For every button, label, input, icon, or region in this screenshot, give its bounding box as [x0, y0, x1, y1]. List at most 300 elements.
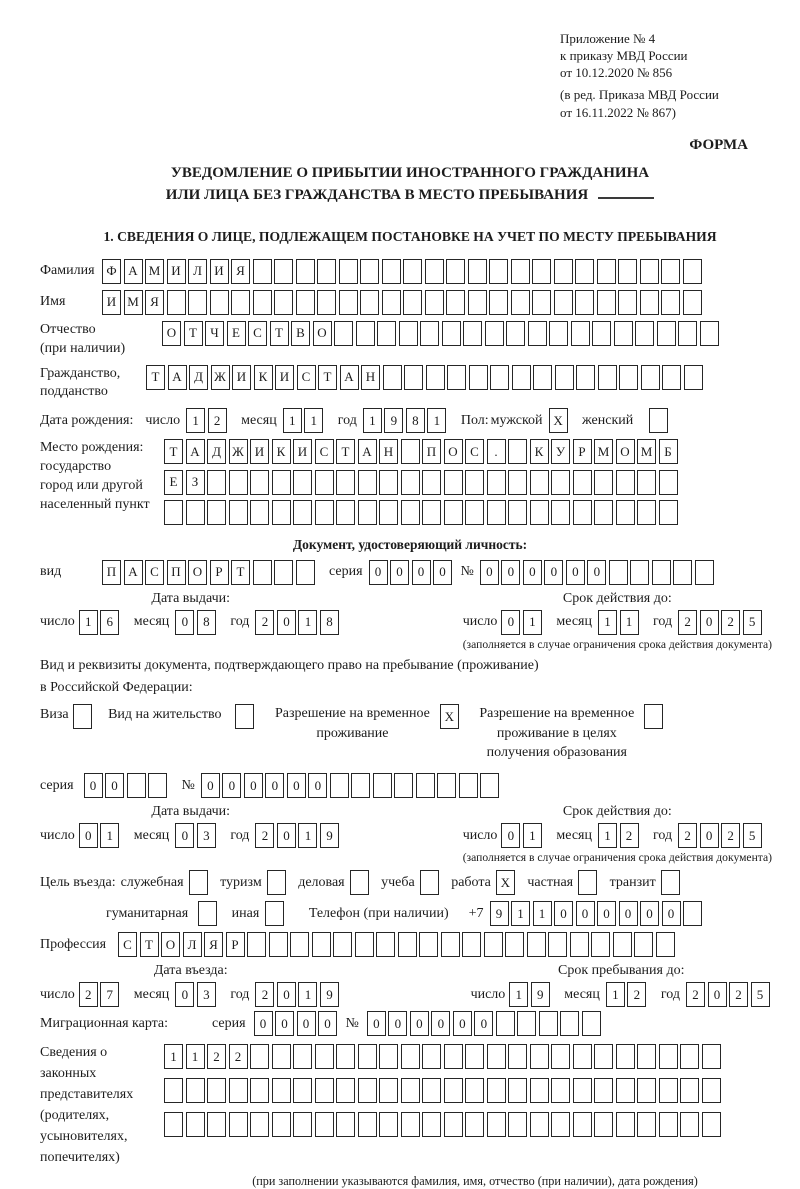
char-box[interactable]: [640, 290, 659, 315]
char-box[interactable]: 0: [480, 560, 499, 585]
char-box[interactable]: [315, 1078, 334, 1103]
char-box[interactable]: 2: [678, 823, 697, 848]
char-box[interactable]: [336, 470, 355, 495]
char-box[interactable]: [317, 259, 336, 284]
char-box[interactable]: [506, 321, 525, 346]
char-box[interactable]: И: [167, 259, 186, 284]
char-box[interactable]: [358, 1112, 377, 1137]
char-box[interactable]: [659, 500, 678, 525]
char-box[interactable]: [616, 470, 635, 495]
char-box[interactable]: [508, 1078, 527, 1103]
char-box[interactable]: [598, 365, 617, 390]
char-box[interactable]: 2: [207, 1044, 226, 1069]
char-box[interactable]: [517, 1011, 536, 1036]
char-box[interactable]: [164, 500, 183, 525]
char-box[interactable]: [394, 773, 413, 798]
char-box[interactable]: [186, 1078, 205, 1103]
char-box[interactable]: .: [487, 439, 506, 464]
temp-residence-checkbox[interactable]: X: [440, 704, 459, 729]
char-box[interactable]: [465, 1112, 484, 1137]
char-box[interactable]: [594, 1112, 613, 1137]
char-box[interactable]: [489, 259, 508, 284]
char-box[interactable]: [442, 321, 461, 346]
char-box[interactable]: 0: [105, 773, 124, 798]
char-box[interactable]: [207, 1078, 226, 1103]
char-box[interactable]: 0: [700, 610, 719, 635]
char-box[interactable]: [465, 500, 484, 525]
char-box[interactable]: С: [248, 321, 267, 346]
char-box[interactable]: А: [358, 439, 377, 464]
char-box[interactable]: [272, 1044, 291, 1069]
char-box[interactable]: 0: [640, 901, 659, 926]
char-box[interactable]: 1: [186, 1044, 205, 1069]
char-box[interactable]: 9: [384, 408, 403, 433]
char-box[interactable]: 0: [474, 1011, 493, 1036]
char-box[interactable]: Н: [361, 365, 380, 390]
char-box[interactable]: [700, 321, 719, 346]
char-box[interactable]: [360, 290, 379, 315]
char-box[interactable]: 0: [367, 1011, 386, 1036]
char-box[interactable]: 0: [619, 901, 638, 926]
char-box[interactable]: О: [188, 560, 207, 585]
char-box[interactable]: [573, 470, 592, 495]
char-box[interactable]: Л: [188, 259, 207, 284]
char-box[interactable]: С: [145, 560, 164, 585]
char-box[interactable]: К: [272, 439, 291, 464]
char-box[interactable]: 2: [620, 823, 639, 848]
char-box[interactable]: Ч: [205, 321, 224, 346]
char-box[interactable]: Т: [231, 560, 250, 585]
char-box[interactable]: У: [551, 439, 570, 464]
char-box[interactable]: [360, 259, 379, 284]
char-box[interactable]: 0: [501, 823, 520, 848]
char-box[interactable]: [293, 1044, 312, 1069]
char-box[interactable]: С: [118, 932, 137, 957]
char-box[interactable]: [480, 773, 499, 798]
char-box[interactable]: [528, 321, 547, 346]
char-box[interactable]: [641, 365, 660, 390]
char-box[interactable]: [487, 1044, 506, 1069]
char-box[interactable]: [485, 321, 504, 346]
char-box[interactable]: 1: [79, 610, 98, 635]
char-box[interactable]: [444, 500, 463, 525]
char-box[interactable]: [597, 290, 616, 315]
char-box[interactable]: [659, 1112, 678, 1137]
char-box[interactable]: [465, 1078, 484, 1103]
purpose-transit-checkbox[interactable]: [661, 870, 680, 895]
char-box[interactable]: [630, 560, 649, 585]
char-box[interactable]: [358, 1078, 377, 1103]
char-box[interactable]: К: [530, 439, 549, 464]
char-box[interactable]: Р: [573, 439, 592, 464]
char-box[interactable]: 1: [511, 901, 530, 926]
char-box[interactable]: [551, 1044, 570, 1069]
char-box[interactable]: 0: [576, 901, 595, 926]
char-box[interactable]: [229, 1078, 248, 1103]
char-box[interactable]: Р: [226, 932, 245, 957]
char-box[interactable]: И: [210, 259, 229, 284]
char-box[interactable]: 0: [308, 773, 327, 798]
char-box[interactable]: [551, 1078, 570, 1103]
char-box[interactable]: [560, 1011, 579, 1036]
char-box[interactable]: В: [291, 321, 310, 346]
char-box[interactable]: [127, 773, 146, 798]
char-box[interactable]: [549, 321, 568, 346]
char-box[interactable]: [229, 500, 248, 525]
char-box[interactable]: П: [422, 439, 441, 464]
char-box[interactable]: 0: [523, 560, 542, 585]
char-box[interactable]: 1: [523, 610, 542, 635]
char-box[interactable]: М: [124, 290, 143, 315]
residence-permit-checkbox[interactable]: [235, 704, 254, 729]
char-box[interactable]: 2: [229, 1044, 248, 1069]
char-box[interactable]: [570, 932, 589, 957]
char-box[interactable]: И: [232, 365, 251, 390]
char-box[interactable]: [422, 500, 441, 525]
char-box[interactable]: [616, 1078, 635, 1103]
char-box[interactable]: [573, 1112, 592, 1137]
char-box[interactable]: [594, 1044, 613, 1069]
char-box[interactable]: [401, 1044, 420, 1069]
char-box[interactable]: [422, 1112, 441, 1137]
female-checkbox[interactable]: [649, 408, 668, 433]
male-checkbox[interactable]: X: [549, 408, 568, 433]
char-box[interactable]: [401, 1078, 420, 1103]
char-box[interactable]: 2: [627, 982, 646, 1007]
char-box[interactable]: [680, 1044, 699, 1069]
char-box[interactable]: 9: [490, 901, 509, 926]
char-box[interactable]: [250, 470, 269, 495]
char-box[interactable]: [207, 1112, 226, 1137]
char-box[interactable]: С: [297, 365, 316, 390]
char-box[interactable]: 0: [410, 1011, 429, 1036]
char-box[interactable]: К: [254, 365, 273, 390]
char-box[interactable]: 0: [587, 560, 606, 585]
char-box[interactable]: О: [161, 932, 180, 957]
char-box[interactable]: [330, 773, 349, 798]
char-box[interactable]: [511, 290, 530, 315]
char-box[interactable]: [293, 1078, 312, 1103]
char-box[interactable]: [511, 259, 530, 284]
char-box[interactable]: Ж: [229, 439, 248, 464]
char-box[interactable]: 0: [412, 560, 431, 585]
visa-checkbox[interactable]: [73, 704, 92, 729]
char-box[interactable]: 0: [431, 1011, 450, 1036]
char-box[interactable]: Т: [270, 321, 289, 346]
char-box[interactable]: З: [186, 470, 205, 495]
char-box[interactable]: [684, 365, 703, 390]
char-box[interactable]: [437, 773, 456, 798]
char-box[interactable]: 0: [453, 1011, 472, 1036]
char-box[interactable]: Д: [207, 439, 226, 464]
char-box[interactable]: [616, 1112, 635, 1137]
char-box[interactable]: [336, 1112, 355, 1137]
char-box[interactable]: [296, 259, 315, 284]
char-box[interactable]: [336, 500, 355, 525]
char-box[interactable]: 1: [164, 1044, 183, 1069]
char-box[interactable]: [530, 500, 549, 525]
char-box[interactable]: [637, 500, 656, 525]
char-box[interactable]: [247, 932, 266, 957]
char-box[interactable]: [459, 773, 478, 798]
char-box[interactable]: [333, 932, 352, 957]
char-box[interactable]: [404, 365, 423, 390]
char-box[interactable]: 0: [700, 823, 719, 848]
char-box[interactable]: М: [594, 439, 613, 464]
char-box[interactable]: [419, 932, 438, 957]
char-box[interactable]: [315, 470, 334, 495]
char-box[interactable]: 0: [79, 823, 98, 848]
char-box[interactable]: 0: [433, 560, 452, 585]
char-box[interactable]: [508, 470, 527, 495]
char-box[interactable]: 5: [743, 610, 762, 635]
char-box[interactable]: [487, 1112, 506, 1137]
char-box[interactable]: 2: [208, 408, 227, 433]
char-box[interactable]: Е: [164, 470, 183, 495]
char-box[interactable]: [425, 290, 444, 315]
char-box[interactable]: Е: [227, 321, 246, 346]
char-box[interactable]: И: [102, 290, 121, 315]
char-box[interactable]: 2: [678, 610, 697, 635]
char-box[interactable]: [229, 470, 248, 495]
temp-residence-education-checkbox[interactable]: [644, 704, 663, 729]
char-box[interactable]: [680, 1112, 699, 1137]
char-box[interactable]: [401, 439, 420, 464]
char-box[interactable]: [379, 1044, 398, 1069]
char-box[interactable]: [530, 1112, 549, 1137]
char-box[interactable]: [592, 321, 611, 346]
char-box[interactable]: [379, 470, 398, 495]
char-box[interactable]: [293, 470, 312, 495]
char-box[interactable]: [315, 1112, 334, 1137]
char-box[interactable]: [533, 365, 552, 390]
char-box[interactable]: [462, 932, 481, 957]
char-box[interactable]: [293, 1112, 312, 1137]
char-box[interactable]: [186, 500, 205, 525]
char-box[interactable]: 2: [255, 610, 274, 635]
char-box[interactable]: П: [167, 560, 186, 585]
char-box[interactable]: [640, 259, 659, 284]
char-box[interactable]: 1: [186, 408, 205, 433]
char-box[interactable]: [548, 932, 567, 957]
char-box[interactable]: [695, 560, 714, 585]
char-box[interactable]: [683, 259, 702, 284]
char-box[interactable]: О: [616, 439, 635, 464]
char-box[interactable]: 1: [606, 982, 625, 1007]
char-box[interactable]: 9: [320, 982, 339, 1007]
char-box[interactable]: [334, 321, 353, 346]
char-box[interactable]: [290, 932, 309, 957]
purpose-private-checkbox[interactable]: [578, 870, 597, 895]
char-box[interactable]: [619, 365, 638, 390]
char-box[interactable]: [373, 773, 392, 798]
char-box[interactable]: 0: [554, 901, 573, 926]
char-box[interactable]: А: [340, 365, 359, 390]
char-box[interactable]: [269, 932, 288, 957]
char-box[interactable]: [272, 1112, 291, 1137]
char-box[interactable]: [315, 500, 334, 525]
char-box[interactable]: 1: [533, 901, 552, 926]
char-box[interactable]: 2: [721, 610, 740, 635]
char-box[interactable]: 0: [297, 1011, 316, 1036]
char-box[interactable]: [532, 290, 551, 315]
char-box[interactable]: [618, 259, 637, 284]
char-box[interactable]: [637, 470, 656, 495]
char-box[interactable]: [383, 365, 402, 390]
char-box[interactable]: С: [315, 439, 334, 464]
char-box[interactable]: [422, 470, 441, 495]
purpose-official-checkbox[interactable]: [189, 870, 208, 895]
char-box[interactable]: 9: [531, 982, 550, 1007]
char-box[interactable]: [272, 470, 291, 495]
char-box[interactable]: [551, 1112, 570, 1137]
char-box[interactable]: И: [250, 439, 269, 464]
char-box[interactable]: [609, 560, 628, 585]
char-box[interactable]: [379, 500, 398, 525]
char-box[interactable]: [403, 259, 422, 284]
char-box[interactable]: [530, 470, 549, 495]
char-box[interactable]: [426, 365, 445, 390]
char-box[interactable]: [616, 1044, 635, 1069]
char-box[interactable]: 0: [566, 560, 585, 585]
char-box[interactable]: [253, 259, 272, 284]
char-box[interactable]: 0: [222, 773, 241, 798]
char-box[interactable]: 1: [598, 823, 617, 848]
char-box[interactable]: М: [145, 259, 164, 284]
char-box[interactable]: Ф: [102, 259, 121, 284]
char-box[interactable]: Я: [145, 290, 164, 315]
char-box[interactable]: [399, 321, 418, 346]
char-box[interactable]: 0: [277, 823, 296, 848]
char-box[interactable]: [555, 365, 574, 390]
char-box[interactable]: [317, 290, 336, 315]
char-box[interactable]: [539, 1011, 558, 1036]
char-box[interactable]: [656, 932, 675, 957]
char-box[interactable]: И: [293, 439, 312, 464]
char-box[interactable]: [652, 560, 671, 585]
char-box[interactable]: [465, 1044, 484, 1069]
char-box[interactable]: 0: [318, 1011, 337, 1036]
char-box[interactable]: [379, 1078, 398, 1103]
char-box[interactable]: [551, 470, 570, 495]
char-box[interactable]: О: [444, 439, 463, 464]
char-box[interactable]: 0: [265, 773, 284, 798]
char-box[interactable]: [441, 932, 460, 957]
char-box[interactable]: [339, 290, 358, 315]
char-box[interactable]: Т: [336, 439, 355, 464]
char-box[interactable]: Я: [204, 932, 223, 957]
char-box[interactable]: [635, 321, 654, 346]
char-box[interactable]: [351, 773, 370, 798]
char-box[interactable]: [422, 1044, 441, 1069]
char-box[interactable]: [229, 1112, 248, 1137]
char-box[interactable]: [382, 259, 401, 284]
char-box[interactable]: [358, 1044, 377, 1069]
char-box[interactable]: [659, 470, 678, 495]
char-box[interactable]: [355, 932, 374, 957]
char-box[interactable]: [446, 290, 465, 315]
char-box[interactable]: [551, 500, 570, 525]
char-box[interactable]: [293, 500, 312, 525]
char-box[interactable]: [403, 290, 422, 315]
char-box[interactable]: 0: [254, 1011, 273, 1036]
char-box[interactable]: [530, 1078, 549, 1103]
char-box[interactable]: 1: [304, 408, 323, 433]
char-box[interactable]: 1: [427, 408, 446, 433]
char-box[interactable]: [148, 773, 167, 798]
char-box[interactable]: М: [637, 439, 656, 464]
char-box[interactable]: [661, 259, 680, 284]
char-box[interactable]: Т: [140, 932, 159, 957]
char-box[interactable]: [527, 932, 546, 957]
char-box[interactable]: [356, 321, 375, 346]
char-box[interactable]: 0: [390, 560, 409, 585]
purpose-humanitarian-checkbox[interactable]: [198, 901, 217, 926]
char-box[interactable]: П: [102, 560, 121, 585]
char-box[interactable]: [358, 500, 377, 525]
char-box[interactable]: [296, 560, 315, 585]
char-box[interactable]: [250, 1078, 269, 1103]
char-box[interactable]: [594, 1078, 613, 1103]
char-box[interactable]: [253, 290, 272, 315]
char-box[interactable]: 2: [79, 982, 98, 1007]
char-box[interactable]: 5: [743, 823, 762, 848]
char-box[interactable]: [339, 259, 358, 284]
char-box[interactable]: [487, 1078, 506, 1103]
char-box[interactable]: [576, 365, 595, 390]
char-box[interactable]: 1: [298, 982, 317, 1007]
char-box[interactable]: [505, 932, 524, 957]
char-box[interactable]: [487, 470, 506, 495]
char-box[interactable]: [376, 932, 395, 957]
char-box[interactable]: [468, 290, 487, 315]
char-box[interactable]: [274, 259, 293, 284]
char-box[interactable]: 1: [298, 823, 317, 848]
char-box[interactable]: [662, 365, 681, 390]
char-box[interactable]: [422, 1078, 441, 1103]
char-box[interactable]: [164, 1078, 183, 1103]
char-box[interactable]: [186, 1112, 205, 1137]
char-box[interactable]: [250, 1044, 269, 1069]
char-box[interactable]: [484, 932, 503, 957]
char-box[interactable]: [614, 321, 633, 346]
char-box[interactable]: А: [186, 439, 205, 464]
char-box[interactable]: [680, 1078, 699, 1103]
char-box[interactable]: [382, 290, 401, 315]
char-box[interactable]: [401, 470, 420, 495]
char-box[interactable]: [659, 1044, 678, 1069]
char-box[interactable]: [683, 901, 702, 926]
char-box[interactable]: [637, 1078, 656, 1103]
char-box[interactable]: С: [465, 439, 484, 464]
char-box[interactable]: [530, 1044, 549, 1069]
char-box[interactable]: Д: [189, 365, 208, 390]
char-box[interactable]: [702, 1044, 721, 1069]
char-box[interactable]: Б: [659, 439, 678, 464]
char-box[interactable]: [508, 439, 527, 464]
char-box[interactable]: [575, 259, 594, 284]
char-box[interactable]: 1: [620, 610, 639, 635]
char-box[interactable]: 8: [320, 610, 339, 635]
char-box[interactable]: [468, 259, 487, 284]
char-box[interactable]: [678, 321, 697, 346]
char-box[interactable]: 1: [100, 823, 119, 848]
char-box[interactable]: [231, 290, 250, 315]
char-box[interactable]: 1: [598, 610, 617, 635]
char-box[interactable]: [250, 1112, 269, 1137]
char-box[interactable]: [594, 500, 613, 525]
char-box[interactable]: 0: [287, 773, 306, 798]
